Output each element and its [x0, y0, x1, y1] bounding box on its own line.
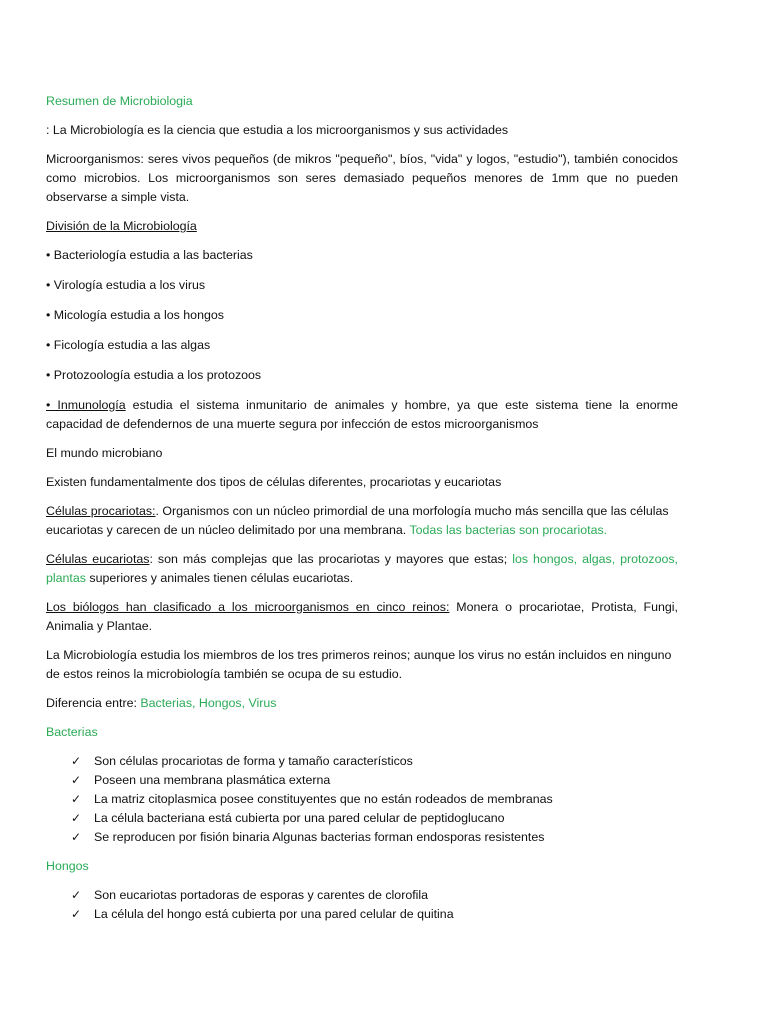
inmunologia-paragraph: • Inmunología estudia el sistema inmunitario de animales y hombre, ya que este sistema tiene la enorme capacidad de defendernos de una muerte segura por infección de estos microorganismos — [46, 398, 678, 431]
division-item: • Virología estudia a los virus — [46, 278, 206, 292]
document-title: Resumen de Microbiologia — [46, 94, 193, 108]
mundo-paragraph: Existen fundamentalmente dos tipos de células diferentes, procariotas y eucariotas — [46, 475, 502, 489]
check-icon: ✓ — [71, 773, 82, 787]
inmunologia-term: • Inmunología — [46, 398, 126, 412]
eucariotas-highlight: los hongos, algas, protozoos, plantas — [46, 552, 678, 585]
division-list — [46, 246, 678, 385]
reinos-paragraph: Los biólogos han clasificado a los microorganismos en cinco reinos: Monera o procariotae, Protista, Fungi, Animalia y Plantae. — [46, 600, 678, 633]
list-item: ✓ La célula del hongo está cubierta por una pared celular de quitina — [71, 905, 678, 924]
division-item: • Protozoología estudia a los protozoos — [46, 368, 262, 382]
microorganismos-paragraph: Microorganismos: seres vivos pequeños (de mikros "pequeño", bíos, "vida" y logos, "estudio"), también conocidos como microbios. Los microorganismos son seres demasiado pequeños menores de 1mm que no pueden observarse a simple vista. — [46, 152, 678, 204]
hongos-heading: Hongos — [46, 859, 89, 873]
eucariotas-term: Células eucariotas — [46, 552, 150, 566]
list-item: ✓ Poseen una membrana plasmática externa — [71, 771, 678, 790]
intro-paragraph: : La Microbiología es la ciencia que estudia a los microorganismos y sus actividades — [46, 123, 509, 137]
check-icon: ✓ — [71, 907, 82, 921]
bacterias-heading: Bacterias — [46, 725, 98, 739]
bullet-icon: • — [46, 338, 51, 352]
bullet-icon: • — [46, 278, 51, 292]
check-icon: ✓ — [71, 811, 82, 825]
bullet-icon: • — [46, 308, 51, 322]
reinos-term: Los biólogos han clasificado a los microorganismos en cinco reinos: — [46, 600, 450, 614]
check-icon: ✓ — [71, 830, 82, 844]
list-item: ✓ La matriz citoplasmica posee constituyentes que no están rodeados de membranas — [71, 790, 678, 809]
list-item: ✓ Son eucariotas portadoras de esporas y carentes de clorofila — [71, 886, 678, 905]
division-item: • Ficología estudia a las algas — [46, 338, 211, 352]
division-item: • Micología estudia a los hongos — [46, 308, 224, 322]
bullet-icon: • — [46, 248, 51, 262]
hongos-list — [71, 886, 678, 924]
check-icon: ✓ — [71, 792, 82, 806]
list-item: ✓ Se reproducen por fisión binaria Algunas bacterias forman endosporas resistentes — [71, 828, 678, 847]
procariotas-paragraph: Células procariotas:. Organismos con un núcleo primordial de una morfología mucho más sencilla que las células eucariotas y carecen de un núcleo delimitado por una membrana. Todas las bacterias son procariotas. — [46, 504, 669, 537]
document-page — [46, 92, 678, 934]
division-heading: División de la Microbiología — [46, 219, 197, 233]
check-icon: ✓ — [71, 888, 82, 902]
procariotas-highlight: Todas las bacterias son procariotas. — [409, 523, 608, 537]
diferencia-highlight: Bacterias, Hongos, Virus — [140, 696, 277, 710]
list-item: ✓ La célula bacteriana está cubierta por una pared celular de peptidoglucano — [71, 809, 678, 828]
mundo-heading: El mundo microbiano — [46, 446, 163, 460]
check-icon: ✓ — [71, 754, 82, 768]
diferencia-paragraph: Diferencia entre: Bacterias, Hongos, Virus — [46, 696, 277, 710]
bullet-icon: • — [46, 368, 51, 382]
list-item: ✓ Son células procariotas de forma y tamaño característicos — [71, 752, 678, 771]
division-item: • Bacteriología estudia a las bacterias — [46, 248, 253, 262]
eucariotas-paragraph: Células eucariotas: son más complejas que las procariotas y mayores que estas; los hongos, algas, protozoos, plantas superiores y animales tienen células eucariotas. — [46, 552, 678, 585]
bacterias-list — [71, 752, 678, 847]
procariotas-term: Células procariotas: — [46, 504, 156, 518]
estudio-paragraph: La Microbiología estudia los miembros de los tres primeros reinos; aunque los virus no están incluidos en ninguno de estos reinos la microbiología también se ocupa de su estudio. — [46, 648, 672, 681]
